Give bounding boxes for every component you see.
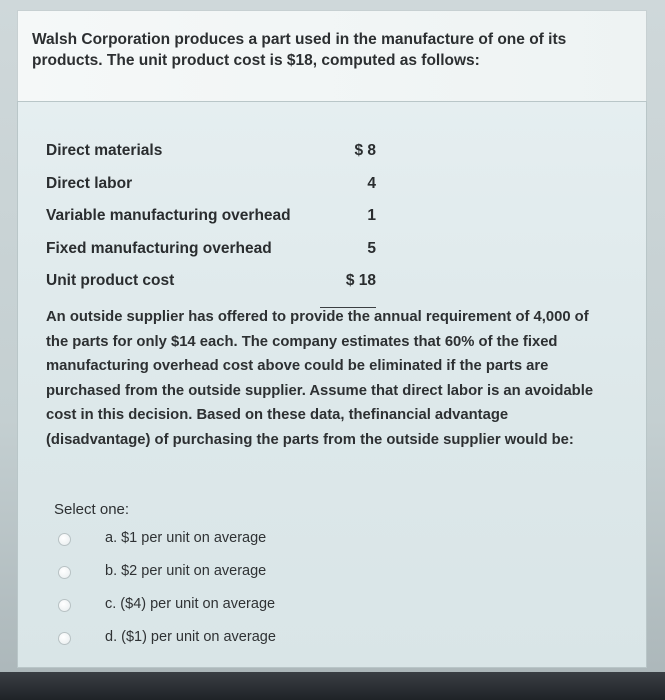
screen-bezel: [0, 672, 665, 700]
cost-value: 1: [367, 207, 376, 224]
cost-table: [46, 142, 376, 305]
cost-value: 5: [367, 239, 376, 257]
radio-button[interactable]: [58, 533, 71, 546]
cost-label: Unit product cost: [46, 272, 175, 289]
supplier-paragraph: An outside supplier has offered to provide the annual requirement of 4,000 of the parts for only $14 each. The company estimates that 60% of the fixed manufacturing overhead cost above could be eliminated if the parts are purchased from the outside supplier. Assume that direct labor is an avoidable cost in this decision. Based on these data, thefinancial advantage (disadvantage) of purchasing the parts from the outside supplier would be:: [46, 309, 594, 448]
cost-value: 4: [367, 174, 376, 192]
cost-label: Variable manufacturing overhead: [46, 207, 291, 224]
option-b[interactable]: [58, 562, 378, 595]
option-d[interactable]: [58, 628, 378, 661]
option-label[interactable]: c. ($4) per unit on average: [105, 596, 276, 612]
question-body: [17, 101, 647, 668]
option-label[interactable]: d. ($1) per unit on average: [105, 629, 276, 645]
option-label[interactable]: b. $2 per unit on average: [105, 563, 267, 579]
cost-row: [46, 175, 376, 208]
radio-button[interactable]: [58, 599, 71, 612]
cost-value: $ 8: [354, 142, 376, 159]
option-label[interactable]: a. $1 per unit on average: [105, 530, 267, 546]
cost-label: Direct materials: [46, 142, 163, 159]
radio-button[interactable]: [58, 566, 71, 579]
cost-label: Direct labor: [46, 174, 133, 192]
cost-row: [46, 207, 376, 240]
cost-row-total: [46, 272, 376, 305]
option-c[interactable]: [58, 595, 378, 628]
cost-row: [46, 142, 376, 175]
question-header: [17, 10, 647, 102]
radio-button[interactable]: [58, 632, 71, 645]
select-prompt: Select one:: [54, 501, 130, 518]
option-a[interactable]: [58, 529, 378, 562]
cost-value: $ 18: [345, 272, 376, 289]
question-intro: Walsh Corporation produces a part used in the manufacture of one of its products. The unit product cost is $18, computed as follows:: [32, 31, 567, 69]
cost-row: [46, 240, 376, 273]
cost-label: Fixed manufacturing overhead: [46, 239, 272, 257]
answer-options: [58, 529, 378, 661]
